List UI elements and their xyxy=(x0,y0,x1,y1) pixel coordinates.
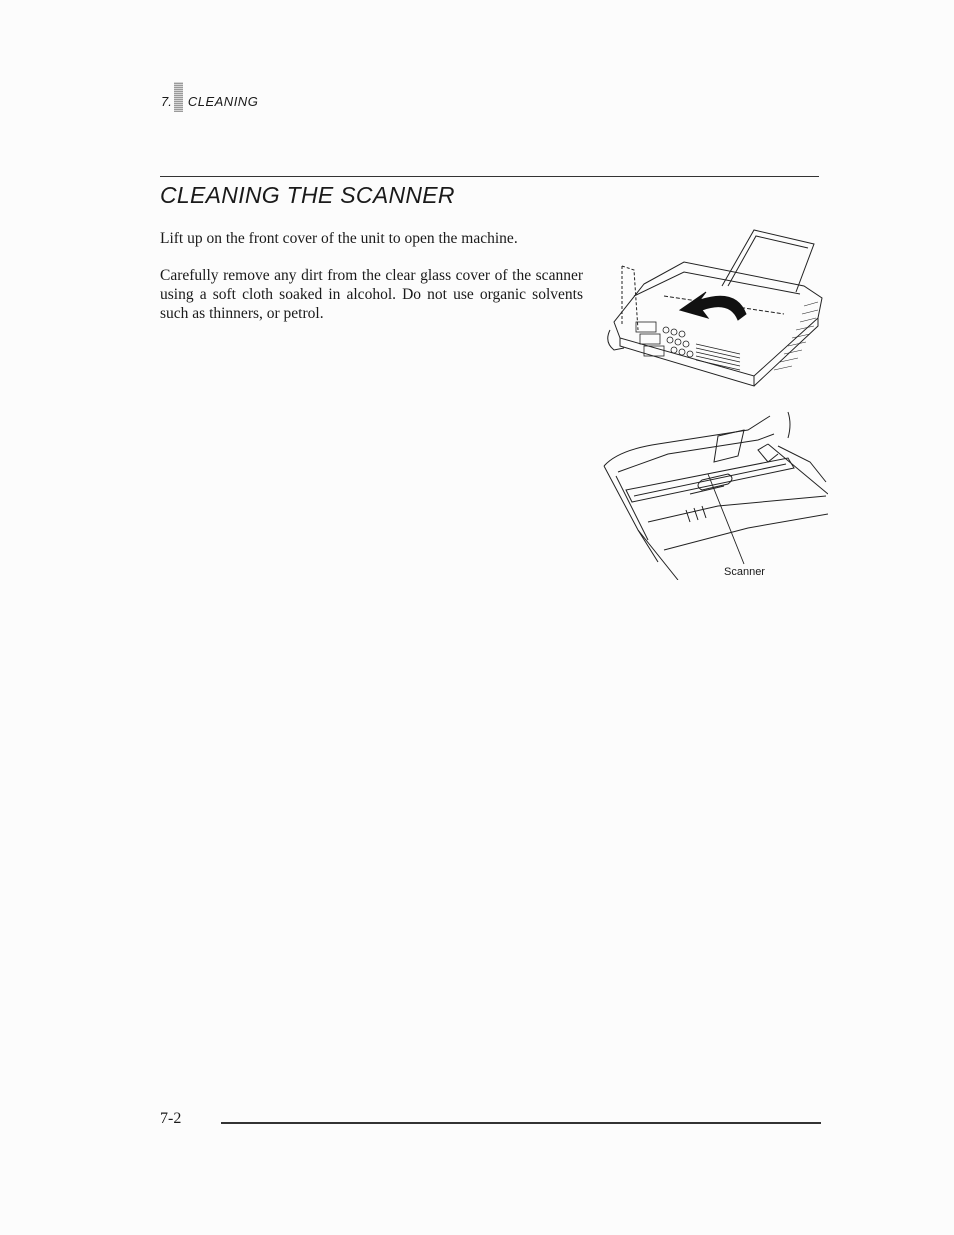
footer-rule xyxy=(221,1122,821,1124)
running-header xyxy=(161,82,258,112)
fax-machine-open-cover-illustration xyxy=(604,226,826,402)
instruction-paragraph-1: Lift up on the front cover of the unit to open the machine. xyxy=(160,230,518,247)
section-title: CLEANING THE SCANNER xyxy=(160,182,455,208)
chapter-number: 7. xyxy=(161,93,172,109)
scanner-callout-label: Scanner xyxy=(724,566,765,578)
instruction-paragraph-2: Carefully remove any dirt from the clear glass cover of the scanner using a soft cloth soaked in alcohol. Do not use organic solvents such as thinners, or petrol. xyxy=(160,267,583,322)
scanner-glass-illustration xyxy=(598,410,828,580)
section-divider xyxy=(160,176,819,177)
page-number: 7-2 xyxy=(160,1110,182,1127)
chapter-title: CLEANING xyxy=(187,93,259,109)
chapter-marker-bar xyxy=(174,82,183,112)
